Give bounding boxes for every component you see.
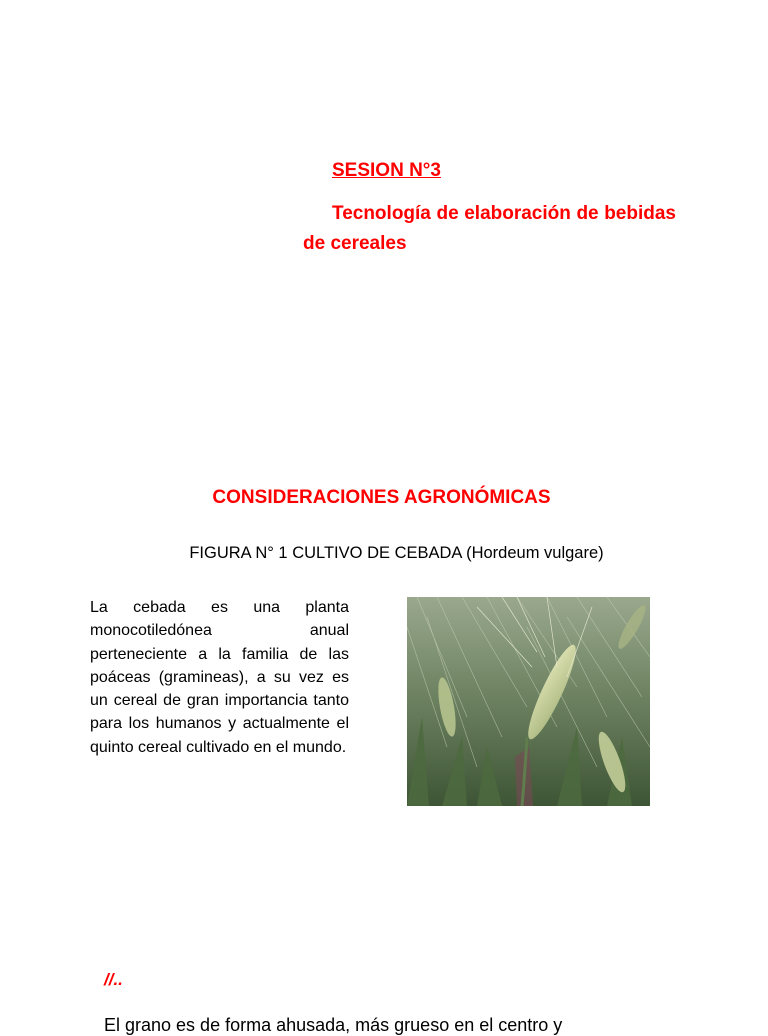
- page-marker: //..: [104, 970, 123, 989]
- session-subtitle: Tecnología de elaboración de bebidas de cereales: [303, 203, 676, 254]
- session-title: SESION N°3: [332, 160, 441, 181]
- figure-caption: FIGURA N° 1 CULTIVO DE CEBADA (Hordeum vulgare): [189, 544, 604, 562]
- barley-field-photo: [407, 597, 650, 806]
- continued-paragraph: El grano es de forma ahusada, más grueso en el centro y: [104, 1015, 563, 1035]
- section-heading: CONSIDERACIONES AGRONÓMICAS: [212, 487, 551, 508]
- barley-description-paragraph: La cebada es una planta monocotiledónea anual perteneciente a la familia de las poáceas (gramineas), a su vez es un cereal de gran importancia tanto para los humanos y actualmente el quinto cereal cultivado en el mundo.: [90, 599, 349, 756]
